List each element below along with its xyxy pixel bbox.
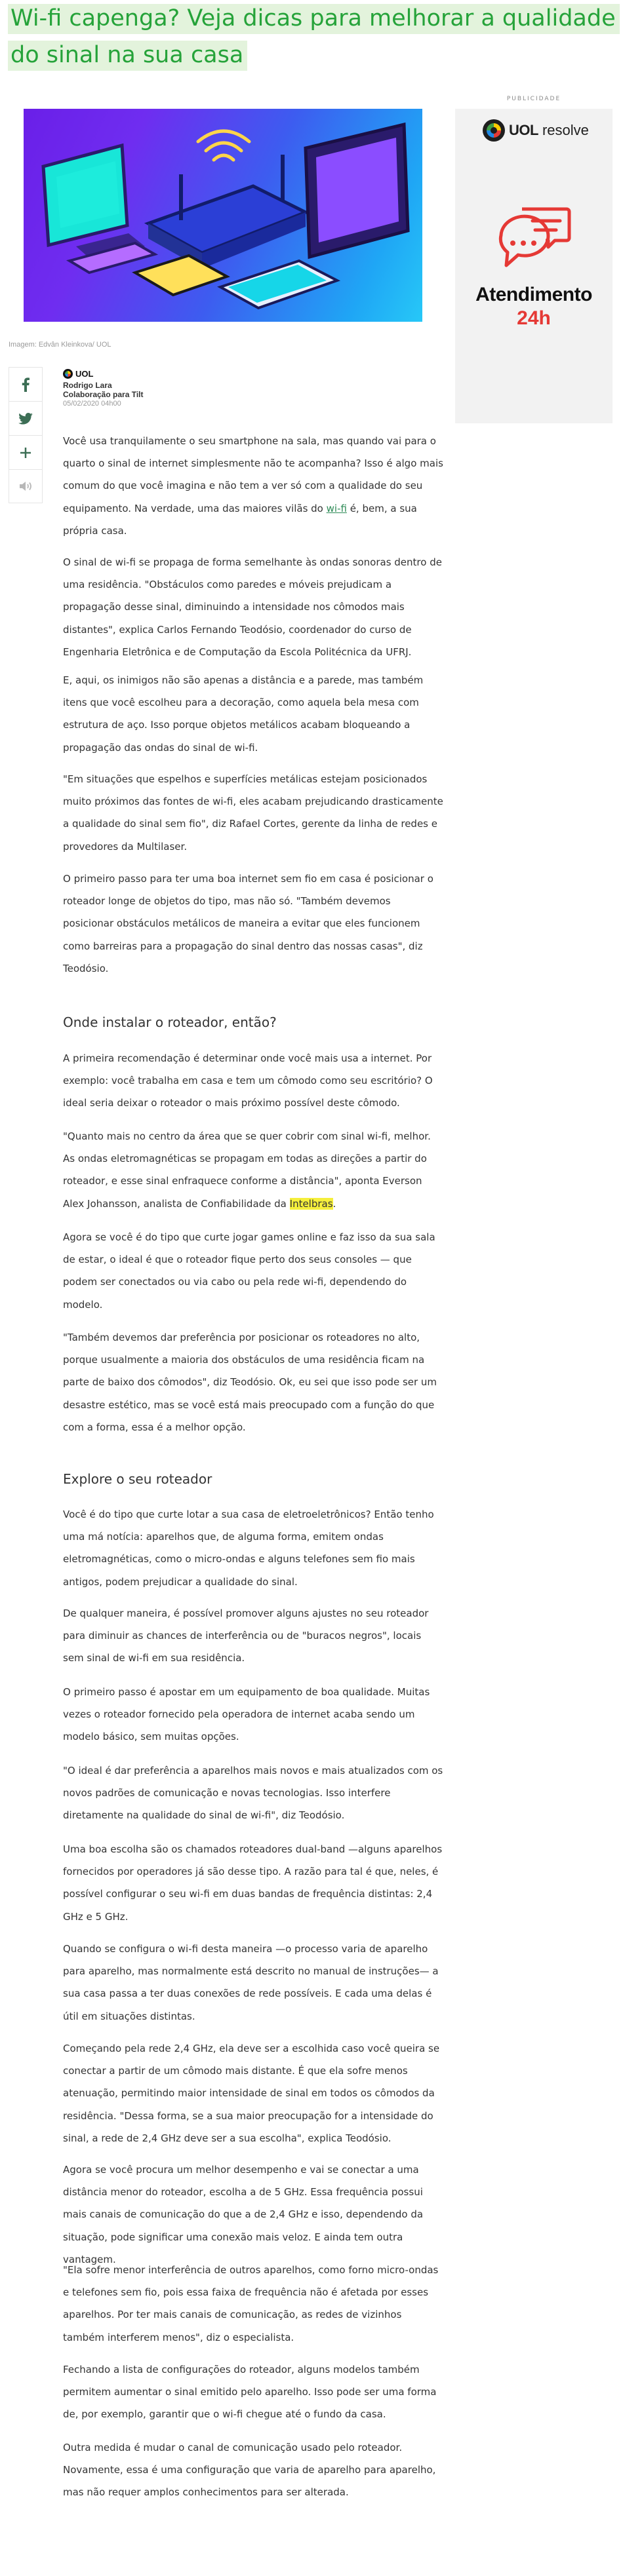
article-paragraph: Você usa tranquilamente o seu smartphone na sala, mas quando vai para o quarto o sinal de internet simplesmente não te acompanha? Isso é algo mais comum do que você imagina e não tem a ver só com a qualidade do seu equipamento. Na verdade, uma das maiores vilãs do wi-fi é, bem, a sua própria casa. [63, 435, 443, 537]
tablet-icon [220, 261, 337, 308]
facebook-icon [21, 377, 30, 392]
article-paragraph: Quando se configura o wi-fi desta maneira —o processo varia de aparelho para aparelho, mas normalmente está descrito no manual de instruções— a sua casa passa a ter duas conexões de rede possíveis. E cada uma delas é útil em situações distintas. [63, 1943, 439, 2022]
article-paragraph: Você é do tipo que curte lotar a sua casa de eletroeletrônicos? Então tenho uma má notícia: aparelhos que, de alguma forma, emitem ondas eletromagnéticas, como o micro-ondas e alguns telefones sem fio mais antigos, podem prejudicar a qualidade do sinal. [63, 1509, 434, 1588]
share-facebook-button[interactable] [9, 367, 43, 401]
article-paragraph: Outra medida é mudar o canal de comunicação usado pelo roteador. Novamente, essa é uma configuração que varia de aparelho para aparelho, mas não requer amplos conhecimentos para ser alterada. [63, 2442, 436, 2499]
wifi-tag-link[interactable]: wi-fi [326, 502, 347, 514]
article-title: Wi-fi capenga? Veja dicas para melhorar a qualidade do sinal na sua casa [8, 0, 616, 73]
byline [63, 369, 220, 408]
article-paragraph: O primeiro passo para ter uma boa internet sem fio em casa é posicionar o roteador longe de objetos do tipo, mas não só. "Também devemos posicionar obstáculos metálicos de maneira a evitar que eles funcionem como barreiras para a propagação do sinal dentro das nossas casas", diz Teodósio. [63, 873, 433, 974]
listen-audio-button[interactable] [9, 469, 43, 503]
author-name[interactable]: Rodrigo Lara [63, 381, 112, 390]
chat-bubbles-icon [496, 204, 572, 276]
source-logo: UOL [63, 369, 220, 379]
article-paragraph: E, aqui, os inimigos não são apenas a distância e a parede, mas também itens que você escolheu para a decoração, como aquela bela mesa com estrutura de aço. Isso porque objetos metálicos acabam bloqueando a propagação das ondas do sinal de wi-fi. [63, 674, 424, 754]
uol-logo-icon [483, 119, 505, 142]
image-caption: Imagem: Edvân Kleinkova/ UOL [9, 341, 111, 349]
ad-subtitle: 24h [517, 307, 551, 329]
article-paragraph: Agora se você é do tipo que curte jogar games online e faz isso da sua sala de estar, o ideal é que o roteador fique perto dos seus consoles — que podem ser conectados ou via cabo ou pela rede wi-fi, dependendo do modelo. [63, 1231, 435, 1311]
share-twitter-button[interactable] [9, 401, 43, 435]
monitor-right-icon [306, 125, 408, 257]
share-bar [9, 367, 43, 503]
uol-logo-icon [63, 369, 73, 379]
section-heading: Explore o seu roteador [63, 1471, 212, 1487]
article-paragraph: O primeiro passo é apostar em um equipamento de boa qualidade. Muitas vezes o roteador fornecido pela operadora de internet acaba sendo um modelo básico, sem muitas opções. [63, 1686, 430, 1743]
share-more-button[interactable] [9, 435, 43, 469]
monitor-left-icon [43, 145, 155, 273]
wifi-signal-icon [198, 131, 249, 160]
ad-banner[interactable] [455, 109, 613, 423]
ad-brand-logo: UOL resolve [483, 119, 589, 142]
article-paragraph: "Ela sofre menor interferência de outros aparelhos, como forno micro-ondas e telefones sem fio, pois essa faixa de frequência não é afetada por esses aparelhos. Por ter mais canais de comunicação, as redes de vizinhos também interferem menos", diz o especialista. [63, 2264, 439, 2343]
article-paragraph: Agora se você procura um melhor desempenho e vai se conectar a uma distância menor do roteador, escolha a de 5 GHz. Essa frequência possui mais canais de comunicação do que a de 2,4 GHz e isso, dependendo da situação, pode significar uma conexão mais veloz. E ainda tem outra vantagem. [63, 2164, 424, 2265]
article-paragraph: De qualquer maneira, é possível promover alguns ajustes no seu roteador para diminuir as chances de interferência ou de "buracos negros", locais sem sinal de wi-fi em sua residência. [63, 1607, 429, 1664]
intelbras-link[interactable]: Intelbras [289, 1197, 333, 1210]
hero-illustration [24, 109, 422, 322]
wifi-devices-illustration [24, 109, 422, 322]
article-paragraph: Começando pela rede 2,4 GHz, ela deve ser a escolhida caso você queira se conectar a partir de um cômodo mais distante. É que ela sofre menos atenuação, permitindo maior intensidade de sinal em todos os cômodos da residência. "Dessa forma, se a sua maior preocupação for a intensidade do sinal, a rede de 2,4 GHz deve ser a sua escolha", explica Teodósio. [63, 2043, 440, 2144]
author-role: Colaboração para Tilt [63, 390, 144, 399]
article-paragraph: A primeira recomendação é determinar onde você mais usa a internet. Por exemplo: você trabalha em casa e tem um cômodo como seu escritório? O ideal seria deixar o roteador o mais próximo possível deste cômodo. [63, 1052, 433, 1109]
article-paragraph: Fechando a lista de configurações do roteador, alguns modelos também permitem aumentar o sinal emitido pelo aparelho. Isso pode ser uma forma de, por exemplo, garantir que o wi-fi chegue até o fundo da casa. [63, 2364, 437, 2421]
headline-block [8, 0, 616, 73]
article-paragraph: "Quanto mais no centro da área que se quer cobrir com sinal wi-fi, melhor. As ondas eletromagnéticas se propagam em todas as direções a partir do roteador, e esse sinal enfraquece conforme a distância", aponta Everson Alex Johansson, analista de Confiabilidade da Intelbras. [63, 1130, 431, 1210]
article-paragraph: O sinal de wi-fi se propaga de forma semelhante às ondas sonoras dentro de uma residência. "Obstáculos como paredes e móveis prejudicam a propagação desse sinal, diminuindo a intensidade nos cômodos mais distantes", explica Carlos Fernando Teodósio, coordenador do curso de Engenharia Eletrônica e de Computação da Escola Politécnica da UFRJ. [63, 556, 442, 658]
article-paragraph: "O ideal é dar preferência a aparelhos mais novos e mais atualizados com os novos padrões de comunicação e novas tecnologias. Isso interfere diretamente na qualidade do sinal de wi-fi", diz Teodósio. [63, 1765, 443, 1822]
plus-icon [19, 446, 32, 459]
article-paragraph: Uma boa escolha são os chamados roteadores dual-band —alguns aparelhos fornecidos por operadores já são desse tipo. A razão para tal é que, neles, é possível configurar o seu wi-fi em duas bandas de frequência distintas: 2,4 GHz e 5 GHz. [63, 1843, 443, 1923]
twitter-icon [18, 413, 33, 425]
router-icon [148, 155, 306, 269]
ad-title: Atendimento [475, 284, 592, 305]
article-paragraph: "Também devemos dar preferência por posicionar os roteadores no alto, porque usualmente a maioria dos obstáculos de uma residência ficam na parte de baixo dos cômodos", diz Teodósio. Ok, eu sei que isso pode ser um desastre estético, mas se você está mais preocupado com a função do que com a forma, essa é a melhor opção. [63, 1332, 437, 1433]
ad-label: PUBLICIDADE [506, 96, 561, 102]
audio-icon [18, 480, 33, 492]
publish-date: 05/02/2020 04h00 [63, 400, 121, 408]
section-heading: Onde instalar o roteador, então? [63, 1014, 277, 1030]
article-paragraph: "Em situações que espelhos e superfícies metálicas estejam posicionados muito próximos das fontes de wi-fi, eles acabam prejudicando drasticamente a qualidade do sinal sem fio", diz Rafael Cortes, gerente da linha de redes e provedores da Multilaser. [63, 773, 443, 853]
